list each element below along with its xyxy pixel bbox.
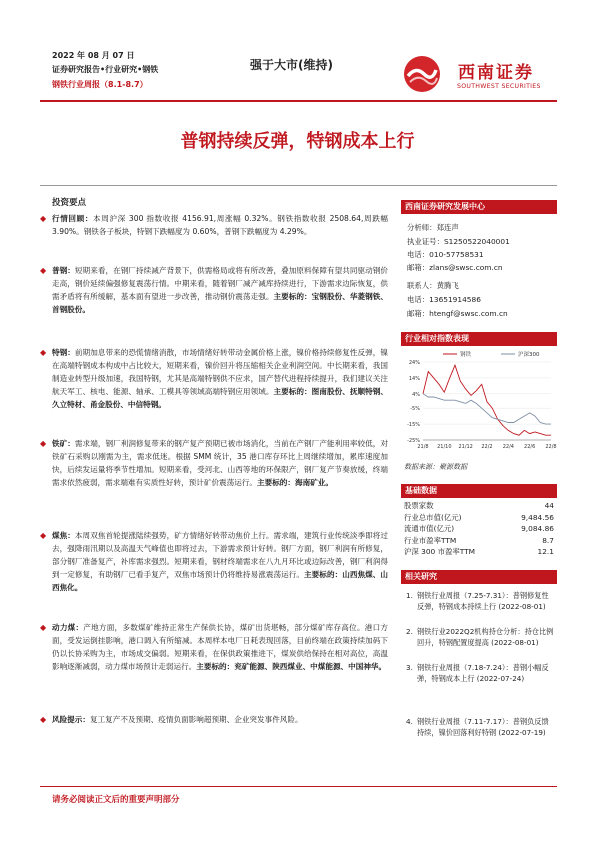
x-tick-label: 21/10 [437, 444, 452, 450]
y-tick-label: 24% [408, 360, 420, 366]
bullet-icon: ◆ [40, 348, 47, 357]
para-special-steel: 特钢：前期加息带来的恐慌情绪消散，市场情绪好转带动金属价格上涨，镍价格持续修复性反弹，镍在高端特钢成本构成中占比较大，短期来看，镍价回升将压缩相关企业利润空间。中长期来看，我国制造业转型升级加速，我国特钢，尤其是高端特钢供不应求，国产替代进程持续提升，我们建议关注航天军工、核电、能源、轴承、工模具等领域高端特钢应用领域。主要标的：图南股份、抚顺特钢、久立特材、甬金股份、中信特钢。 [52, 348, 389, 409]
basic-data-table [404, 500, 554, 558]
analyst-heading: 西南证券研究发展中心 [401, 200, 557, 214]
brand-logo [402, 52, 557, 96]
para-iron-ore: 铁矿：需求端，钢厂利润修复带来的钢产复产预期已被市场消化，当前在产钢厂产能利用率较低，对铁矿石采购以刚需为主，需求低迷。根据 SMM 统计，35 港口库存环比上周继续增加，累库速度加快，后续发运量将季节性增加。短期来看，受河北、山西等地的环保限产，钢厂复产节奏放缓，终端需求依然疲弱，需求端难有实质性好转，预计矿价震荡运行。主要标的：海南矿业。 [52, 439, 389, 487]
footer-rule [40, 786, 557, 787]
related-heading: 相关研究 [401, 570, 557, 584]
x-tick-label: 22/4 [502, 444, 514, 450]
para-risk: 风险提示：复工复产不及预期、疫情负面影响超预期、企业突发事件风险。 [52, 715, 303, 724]
analyst-phone: 电话：010-57758531 [407, 250, 484, 259]
analyst-name: 分析师：郑连声 [407, 223, 459, 232]
y-tick-label: -15% [407, 422, 420, 429]
contact-email[interactable]: 邮箱：htengf@swsc.com.cn [407, 309, 508, 318]
logo-cn-text: 西南证券 [458, 63, 534, 83]
y-tick-label: -25% [407, 438, 420, 444]
index-chart [401, 348, 557, 456]
y-tick-label: 14% [408, 375, 420, 382]
analyst-email[interactable]: 邮箱：zlans@swsc.com.cn [407, 263, 503, 272]
invest-heading: 投资要点 [52, 198, 87, 208]
bullet-icon: ◆ [40, 266, 47, 275]
legend-label: 沪深300 [518, 352, 540, 358]
contact-name: 联系人：黄腾飞 [407, 281, 459, 290]
y-tick-label: 4% [412, 391, 420, 398]
x-tick-label: 21/12 [458, 444, 473, 450]
table-row: 流通市值(亿元) 9,084.86 [404, 524, 554, 533]
report-date: 2022 年 08 月 07 日 [52, 51, 135, 60]
related-item[interactable]: 3. 钢铁行业周报（7.18-7.24）：普钢小幅反弹，特钢成本上行 (2022-07-24) [406, 663, 549, 683]
related-item[interactable]: 2. 钢铁行业2022Q2机构持仓分析：持仓比例回升，特钢配置度提高 (2022-08-01) [406, 627, 554, 647]
title-rule [40, 185, 557, 186]
series-line-1 [423, 365, 551, 435]
contact-phone: 电话：13651914586 [407, 295, 481, 304]
bullet-icon: ◆ [40, 531, 47, 540]
legend-label: 钢铁 [460, 352, 472, 358]
x-tick-label: 22/6 [524, 444, 536, 450]
analyst-license: 执业证号：S1250522040001 [407, 237, 510, 246]
footer-disclaimer: 请务必阅读正文后的重要声明部分 [52, 795, 180, 805]
report-type: 证券研究报告•行业研究•钢铁 [52, 65, 159, 74]
related-item[interactable]: 1. 钢铁行业周报（7.25-7.31）：普钢修复性反弹，特钢成本持续上行 (2022-08-01) [406, 591, 549, 611]
index-chart-heading: 行业相对指数表现 [401, 332, 557, 346]
bullet-icon: ◆ [40, 439, 47, 448]
table-row: 行业市盈率TTM 8.7 [404, 535, 554, 545]
table-row: 行业总市值(亿元) 9,484.56 [404, 512, 554, 522]
basic-data-heading: 基础数据 [401, 484, 557, 498]
header-rule [40, 100, 557, 102]
x-tick-label: 21/8 [417, 444, 429, 450]
related-item[interactable]: 4. 钢铁行业周报（7.11-7.17）：普钢负反馈持续，镍价回落利好特钢 (2022-07-19) [406, 717, 549, 737]
bullet-icon: ◆ [40, 715, 47, 724]
page-title: 普钢持续反弹，特钢成本上行 [180, 131, 415, 152]
table-row: 股票家数 44 [404, 501, 554, 510]
logo-en-text: SOUTHWEST SECURITIES [457, 83, 541, 90]
bullet-icon: ◆ [40, 214, 47, 223]
y-tick-label: -5% [410, 406, 420, 413]
x-tick-label: 22/2 [481, 444, 493, 450]
logo-mark-icon [402, 54, 442, 94]
chart-source: 数据来源：聚源数据 [404, 463, 467, 471]
para-coke-coal: 煤焦：本周双焦首轮提涨陆续强势，矿方情绪好转带动焦价上行。需求端，建筑行业传统淡季即将过去，强降雨汛期以及高温天气峰值也即将过去，下游需求预计好转。钢厂方面，钢厂利润有所修复，部分钢厂准备复产，补库需求强烈。短期来看，钢材终端需求在八九月环比或边际改善，钢厂利润得到一定修复，有助钢厂已看手复产，双焦市场预计仍将维持易涨震荡运行。主要标的：山西焦煤、山西焦化。 [52, 531, 389, 592]
bullet-icon: ◆ [40, 623, 47, 632]
table-row: 沪深 300 市盈率TTM 12.1 [404, 547, 554, 556]
para-market: 行情回顾：本周沪深 300 指数收报 4156.91,周涨幅 0.32%。钢铁指数收报 2508.64,周跌幅 3.90%。钢铁各子板块，特钢下跌幅度为 0.60%，普钢下跌幅度为 4.29%。 [52, 214, 389, 236]
para-thermal-coal: 动力煤：产地方面，多数煤矿维持正常生产保供长协，煤矿出货堪畅，部分煤矿库存高位。港口方面，受发运倒挂影响，港口调入有所缩减。本周样本电厂日耗表现回落，目前终端在政策持续加码下仍以长协采购为主，市场成交偏弱。短期来看，在保供政策推进下，煤炭供给保持在相对高位，高温影响逐渐减弱，动力煤市场预计走弱运行。主要标的：兖矿能源、陕西煤业、中煤能源、中国神华。 [52, 623, 388, 671]
series-line-2 [423, 394, 551, 424]
x-tick-label: 22/8 [545, 444, 557, 450]
rating: 强于大市(维持) [250, 58, 333, 72]
weekly-title: 钢铁行业周报（8.1-8.7） [52, 80, 148, 89]
para-common-steel: 普钢：短期来看，在钢厂持续减产背景下，供需格局或将有所改善，叠加原料保障有望共同驱动钢价走高，钢价延续偏强修复震荡行情。中期来看，随着钢厂减产减库持续进行，下游需求边际恢复，供需矛盾将有所缓解，基本面有望进一步改善，推动钢价震荡走强。主要标的：宝钢股份、华菱钢铁、首钢股份。 [52, 266, 389, 314]
